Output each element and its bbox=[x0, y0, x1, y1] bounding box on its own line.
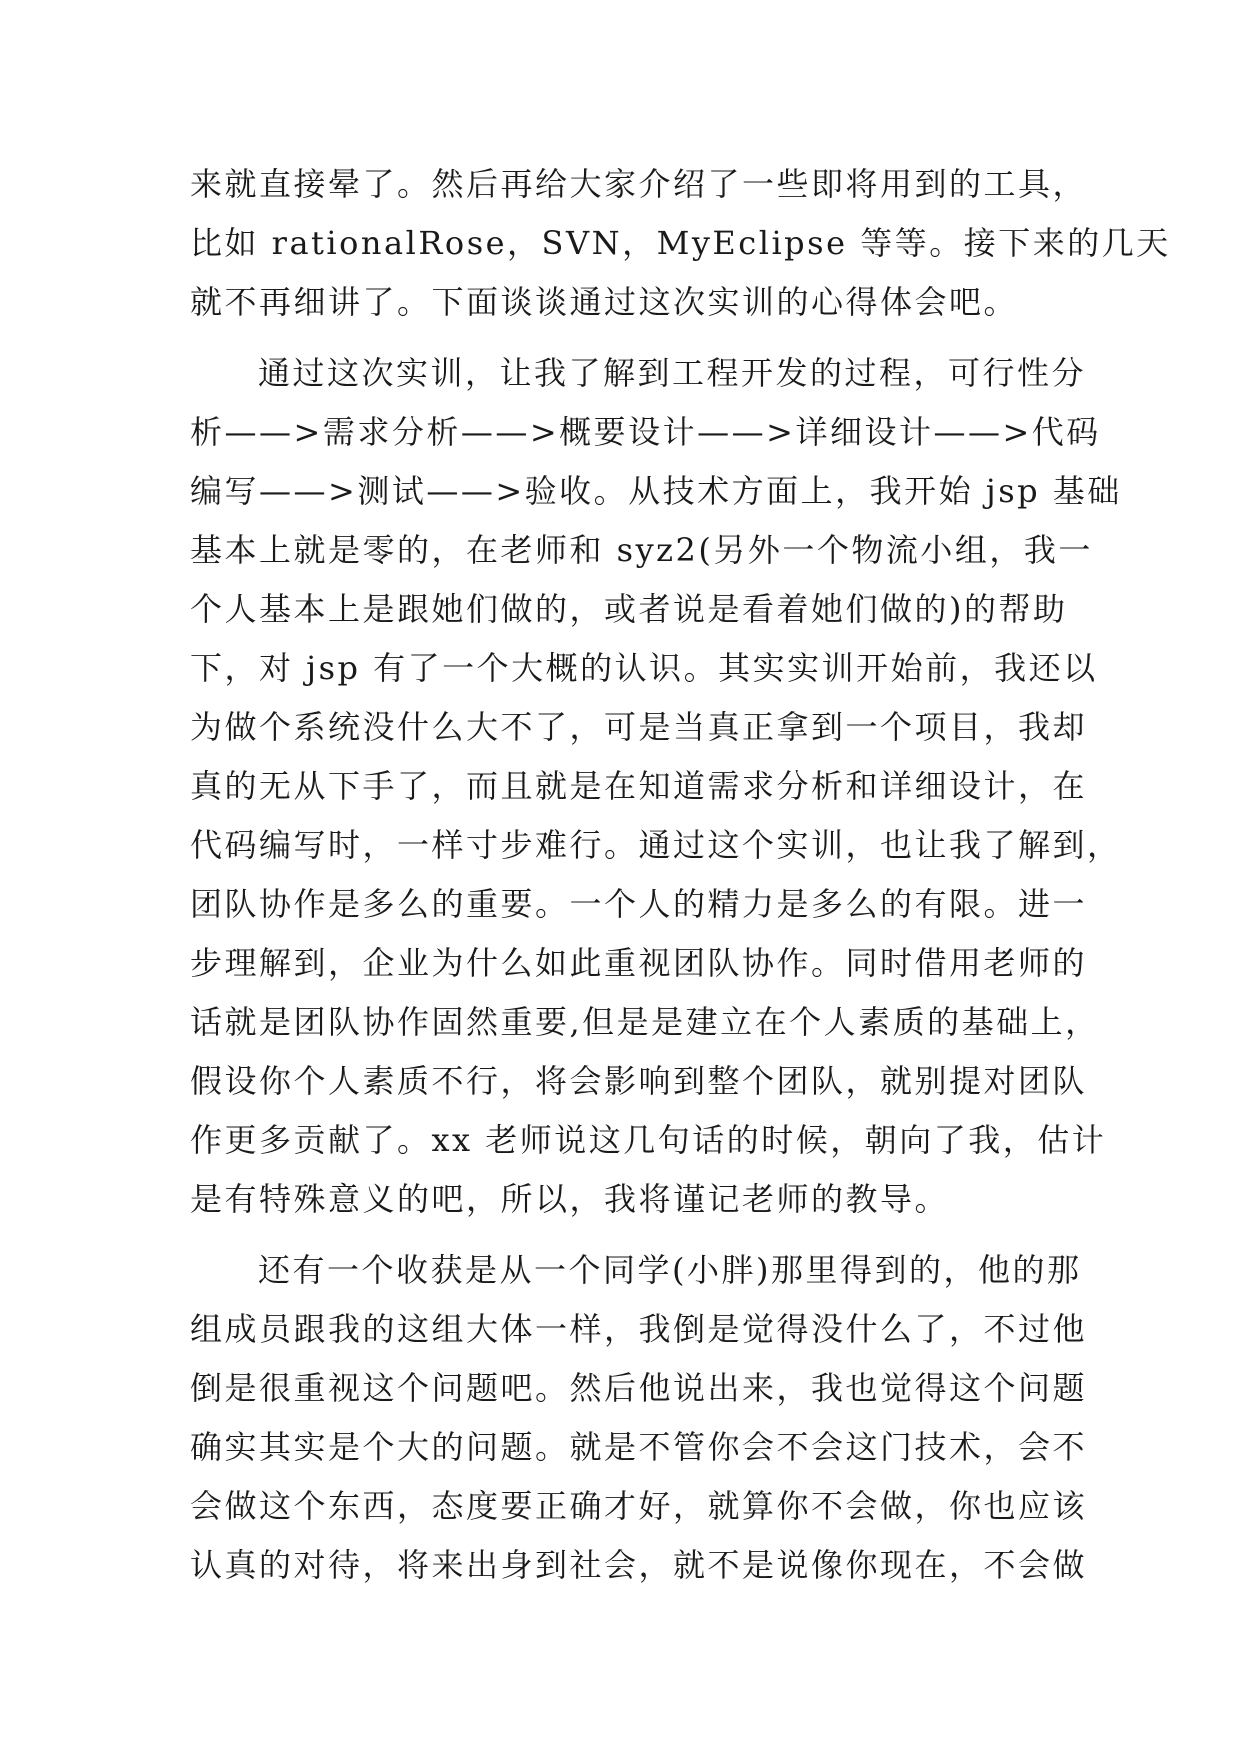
paragraph-3 bbox=[190, 1241, 1088, 1595]
text-line: 倒是很重视这个问题吧。然后他说出来，我也觉得这个问题 bbox=[190, 1369, 1088, 1407]
text-line: 个人基本上是跟她们做的，或者说是看着她们做的)的帮助 bbox=[190, 590, 1068, 628]
text-line: 通过这次实训，让我了解到工程开发的过程，可行性分 bbox=[258, 354, 1087, 392]
text-line: 认真的对待，将来出身到社会，就不是说像你现在，不会做 bbox=[190, 1546, 1088, 1584]
text-line: 真的无从下手了，而且就是在知道需求分析和详细设计，在 bbox=[190, 767, 1088, 805]
paragraph-1 bbox=[190, 155, 1171, 332]
text-line: 团队协作是多么的重要。一个人的精力是多么的有限。进一 bbox=[190, 885, 1088, 923]
text-line: 代码编写时，一样寸步难行。通过这个实训，也让我了解到， bbox=[190, 826, 1122, 864]
text-line: 析——>需求分析——>概要设计——>详细设计——>代码 bbox=[190, 413, 1101, 451]
text-line: 步理解到，企业为什么如此重视团队协作。同时借用老师的 bbox=[190, 944, 1088, 982]
text-line: 还有一个收获是从一个同学(小胖)那里得到的，他的那 bbox=[258, 1251, 1082, 1289]
text-line: 话就是团队协作固然重要,但是是建立在个人素质的基础上， bbox=[190, 1003, 1100, 1041]
text-line: 组成员跟我的这组大体一样，我倒是觉得没什么了，不过他 bbox=[190, 1310, 1088, 1348]
text-line: 假设你个人素质不行，将会影响到整个团队，就别提对团队 bbox=[190, 1062, 1088, 1100]
paragraph-2 bbox=[190, 344, 1122, 1229]
text-line: 比如 rationalRose，SVN，MyEclipse 等等。接下来的几天 bbox=[190, 224, 1171, 262]
document-body bbox=[190, 155, 1171, 1595]
text-line: 编写——>测试——>验收。从技术方面上，我开始 jsp 基础 bbox=[190, 472, 1122, 510]
text-line: 是有特殊意义的吧，所以，我将谨记老师的教导。 bbox=[190, 1180, 950, 1218]
text-line: 来就直接晕了。然后再给大家介绍了一些即将用到的工具， bbox=[190, 165, 1088, 203]
text-line: 下，对 jsp 有了一个大概的认识。其实实训开始前，我还以 bbox=[190, 649, 1098, 687]
text-line: 作更多贡献了。xx 老师说这几句话的时候，朝向了我，估计 bbox=[190, 1121, 1107, 1159]
text-line: 就不再细讲了。下面谈谈通过这次实训的心得体会吧。 bbox=[190, 283, 1019, 321]
text-line: 为做个系统没什么大不了，可是当真正拿到一个项目，我却 bbox=[190, 708, 1088, 746]
text-line: 确实其实是个大的问题。就是不管你会不会这门技术，会不 bbox=[190, 1428, 1088, 1466]
text-line: 会做这个东西，态度要正确才好，就算你不会做，你也应该 bbox=[190, 1487, 1088, 1525]
text-line: 基本上就是零的，在老师和 syz2(另外一个物流小组，我一 bbox=[190, 531, 1093, 569]
